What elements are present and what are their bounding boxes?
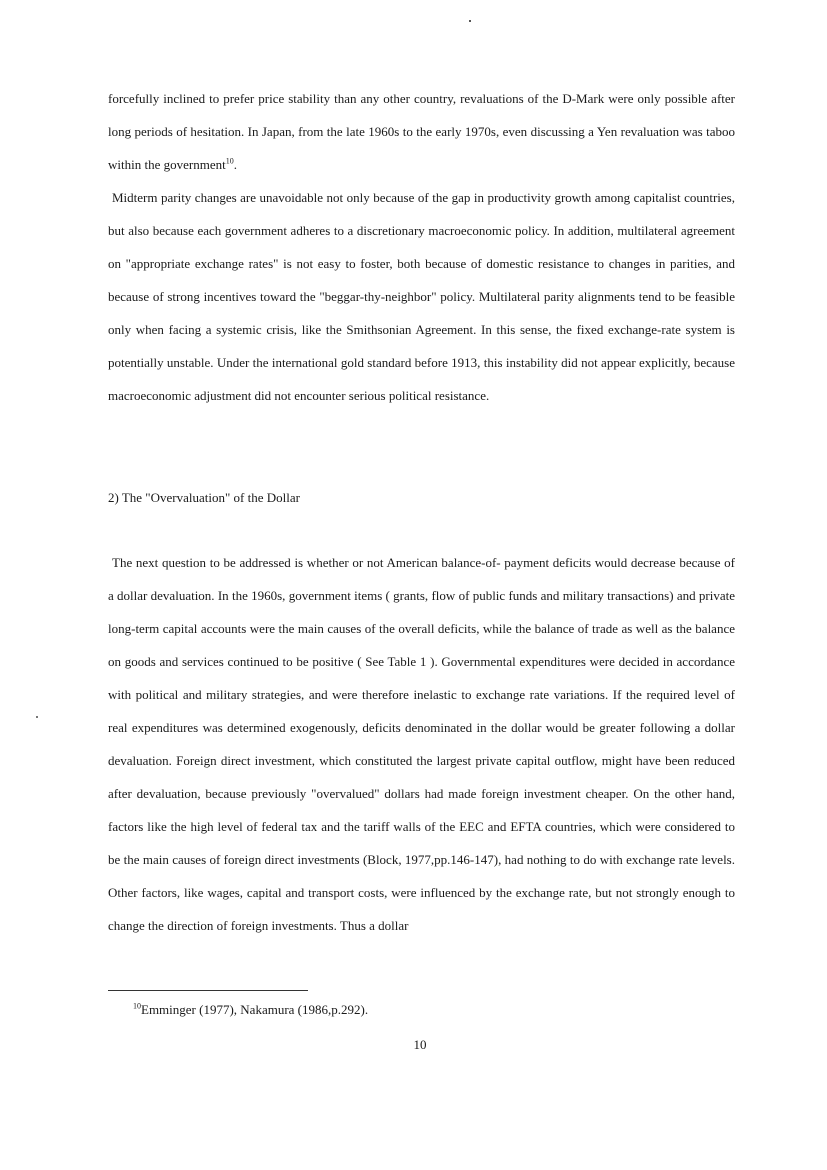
section-heading: 2) The "Overvaluation" of the Dollar [108, 490, 300, 505]
paragraph-1-text: forcefully inclined to prefer price stability than any other country, revaluations of the D-Mark were only possible after long periods of hesitation. In Japan, from the late 1960s to the early 1970s, even discussing a Yen revaluation was taboo within the government [108, 91, 735, 172]
scan-speck [469, 20, 471, 22]
paragraph-2 [108, 181, 735, 412]
footnote [133, 1000, 368, 1020]
footnote-divider [108, 990, 308, 991]
paragraph-2-text: Midterm parity changes are unavoidable not only because of the gap in productivity growth among capitalist countries, but also because each government adheres to a discretionary macroeconomic policy. In addition, multilateral agreement on "appropriate exchange rates" is not easy to foster, both because of domestic resistance to changes in parities, and because of strong incentives toward the "beggar-thy-neighbor" policy. Multilateral parity alignments tend to be feasible only when facing a systemic crisis, like the Smithsonian Agreement. In this sense, the fixed exchange-rate system is potentially unstable. Under the international gold standard before 1913, this instability did not appear explicitly, because macroeconomic adjustment did not encounter serious political resistance. [108, 190, 735, 403]
scan-speck [36, 716, 38, 718]
footnote-reference[interactable]: 10 [225, 156, 234, 166]
paragraph-1-end: . [233, 157, 237, 172]
paragraph-3-text: The next question to be addressed is whether or not American balance-of- payment deficits would decrease because of a dollar devaluation. In the 1960s, government items ( grants, flow of public funds and military transactions) and private long-term capital accounts were the main causes of the overall deficits, while the balance of trade as well as the balance on goods and services continued to be positive ( See Table 1 ). Governmental expenditures were decided in accordance with political and military strategies, and were therefore inelastic to exchange rate variations. If the required level of real expenditures was determined exogenously, deficits denominated in the dollar would be greater following a dollar devaluation. Foreign direct investment, which constituted the largest private capital outflow, might have been reduced after devaluation, because previously "overvalued" dollars had made foreign investment cheaper. On the other hand, factors like the high level of federal tax and the tariff walls of the EEC and EFTA countries, which were considered to be the main causes of foreign direct investments (Block, 1977,pp.146-147), had nothing to do with exchange rate levels. Other factors, like wages, capital and transport costs, were influenced by the exchange rate, but not strongly enough to change the direction of foreign investments. Thus a dollar [108, 555, 735, 933]
footnote-text: Emminger (1977), Nakamura (1986,p.292). [141, 1002, 369, 1017]
paragraph-1 [108, 82, 735, 181]
footnote-number: 10 [133, 1001, 141, 1011]
page-number: 10 [413, 1037, 427, 1052]
paragraph-3 [108, 546, 735, 942]
